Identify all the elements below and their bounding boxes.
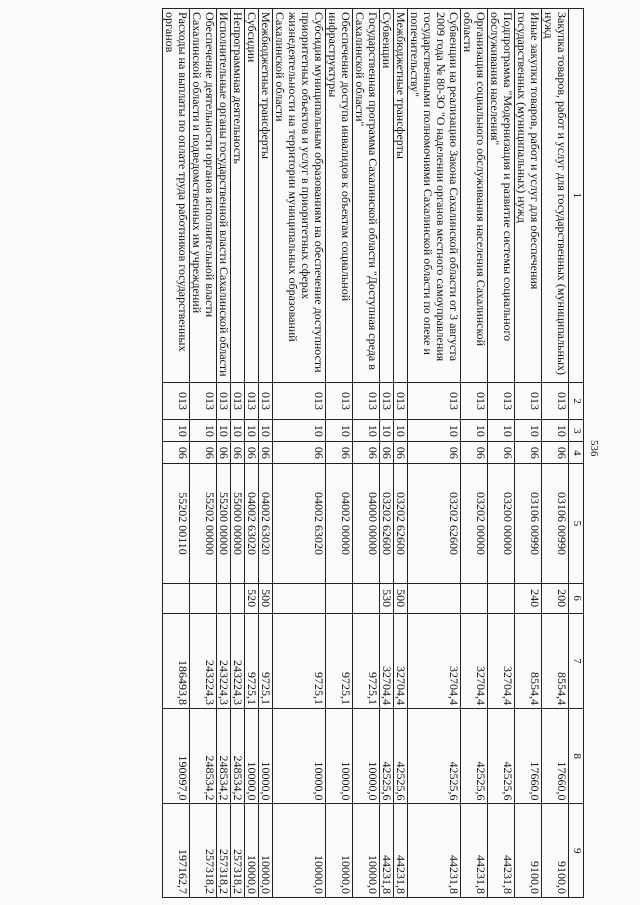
amount-year1-cell: 9725,1 <box>245 613 259 708</box>
row-name-cell: Субсидии <box>245 9 259 383</box>
subsection-cell: 06 <box>488 442 515 464</box>
amount-year2-cell: 17660,0 <box>542 709 569 804</box>
ministry-code-cell: 013 <box>163 382 190 420</box>
section-cell: 10 <box>163 420 190 442</box>
table-row <box>408 9 461 898</box>
section-cell: 10 <box>326 420 353 442</box>
expense-type-cell <box>190 583 217 613</box>
section-cell: 10 <box>394 420 408 442</box>
section-cell: 10 <box>190 420 217 442</box>
expense-type-cell <box>217 583 231 613</box>
row-name-cell: Подпрограмма "Модернизация и развитие системы социального обслуживания населения" <box>488 9 515 383</box>
expense-type-cell <box>231 583 245 613</box>
expense-type-cell <box>326 583 353 613</box>
amount-year2-cell: 248534,2 <box>190 709 217 804</box>
section-cell: 10 <box>461 420 488 442</box>
row-name-cell: Субвенции <box>380 9 394 383</box>
amount-year2-cell: 248534,2 <box>231 709 245 804</box>
table-row <box>231 9 245 898</box>
target-article-cell: 03200 00000 <box>488 464 515 583</box>
amount-year2-cell: 42525,6 <box>408 709 461 804</box>
row-name-cell: Закупка товаров, работ и услуг для государственных (муниципальных) нужд <box>542 9 569 383</box>
amount-year1-cell: 243224,3 <box>190 613 217 708</box>
expense-type-cell <box>408 583 461 613</box>
amount-year2-cell: 42525,6 <box>380 709 394 804</box>
table-row <box>380 9 394 898</box>
subsection-cell: 06 <box>326 442 353 464</box>
subsection-cell: 06 <box>394 442 408 464</box>
section-cell: 10 <box>488 420 515 442</box>
amount-year3-cell: 10000,0 <box>326 804 353 898</box>
amount-year3-cell: 10000,0 <box>259 804 273 898</box>
row-name-cell: Организация социального обслуживания населения Сахалинской области <box>461 9 488 383</box>
page-number: 536 <box>588 440 600 457</box>
expense-type-cell: 530 <box>380 583 394 613</box>
amount-year1-cell: 32704,4 <box>461 613 488 708</box>
ministry-code-cell: 013 <box>461 382 488 420</box>
ministry-code-cell: 013 <box>190 382 217 420</box>
budget-table <box>162 8 584 898</box>
ministry-code-cell: 013 <box>326 382 353 420</box>
ministry-code-cell: 013 <box>394 382 408 420</box>
section-cell: 10 <box>542 420 569 442</box>
header-row <box>569 9 584 898</box>
section-cell: 10 <box>217 420 231 442</box>
section-cell: 10 <box>515 420 542 442</box>
target-article-cell: 04002 00000 <box>326 464 353 583</box>
row-name-cell: Межбюджетные трансферты <box>394 9 408 383</box>
subsection-cell: 06 <box>217 442 231 464</box>
row-name-cell: Исполнительные органы государственной власти Сахалинской области <box>217 9 231 383</box>
table-row <box>488 9 515 898</box>
amount-year2-cell: 10000,0 <box>353 709 380 804</box>
row-name-cell: Субвенции на реализацию Закона Сахалинской области от 3 августа 2009 года № 80-ЗО "О наделении органов местного самоуправления государственными полномочиями Сахалинской области по опеке и попечительству" <box>408 9 461 383</box>
amount-year3-cell: 44231,8 <box>394 804 408 898</box>
amount-year3-cell: 197162,7 <box>163 804 190 898</box>
column-header: 4 <box>569 442 584 464</box>
amount-year3-cell: 9100,0 <box>542 804 569 898</box>
target-article-cell: 04002 63020 <box>245 464 259 583</box>
amount-year2-cell: 10000,0 <box>245 709 259 804</box>
ministry-code-cell: 013 <box>217 382 231 420</box>
section-cell: 10 <box>231 420 245 442</box>
table-row <box>353 9 380 898</box>
expense-type-cell <box>353 583 380 613</box>
amount-year1-cell: 243224,3 <box>217 613 231 708</box>
expense-type-cell <box>163 583 190 613</box>
section-cell: 10 <box>245 420 259 442</box>
target-article-cell: 03202 00000 <box>461 464 488 583</box>
amount-year2-cell: 10000,0 <box>326 709 353 804</box>
target-article-cell: 03202 62600 <box>380 464 394 583</box>
table-row <box>217 9 231 898</box>
amount-year3-cell: 44231,8 <box>488 804 515 898</box>
column-header: 2 <box>569 382 584 420</box>
column-header: 7 <box>569 613 584 708</box>
table-row <box>245 9 259 898</box>
subsection-cell: 06 <box>273 442 326 464</box>
expense-type-cell: 520 <box>245 583 259 613</box>
ministry-code-cell: 013 <box>380 382 394 420</box>
amount-year3-cell: 10000,0 <box>273 804 326 898</box>
column-header: 9 <box>569 804 584 898</box>
target-article-cell: 03106 00990 <box>542 464 569 583</box>
subsection-cell: 06 <box>163 442 190 464</box>
ministry-code-cell: 013 <box>515 382 542 420</box>
column-header: 1 <box>569 9 584 383</box>
amount-year1-cell: 9725,1 <box>326 613 353 708</box>
amount-year3-cell: 44231,8 <box>380 804 394 898</box>
row-name-cell: Государственная программа Сахалинской области "Доступная среда в Сахалинской области" <box>353 9 380 383</box>
ministry-code-cell: 013 <box>542 382 569 420</box>
amount-year1-cell: 186493,8 <box>163 613 190 708</box>
expense-type-cell: 500 <box>259 583 273 613</box>
subsection-cell: 06 <box>461 442 488 464</box>
ministry-code-cell: 013 <box>488 382 515 420</box>
row-name-cell: Субсидия муниципальным образованиям на обеспечение доступности приоритетных объектов и услуг в приоритетных сферах жизнедеятельности на территории муниципальных образований Сахалинской области <box>273 9 326 383</box>
target-article-cell: 04002 63020 <box>273 464 326 583</box>
target-article-cell: 03202 62600 <box>408 464 461 583</box>
table-row <box>163 9 190 898</box>
ministry-code-cell: 013 <box>231 382 245 420</box>
amount-year1-cell: 9725,1 <box>273 613 326 708</box>
amount-year3-cell: 44231,8 <box>461 804 488 898</box>
amount-year2-cell: 10000,0 <box>273 709 326 804</box>
amount-year1-cell: 243224,3 <box>231 613 245 708</box>
subsection-cell: 06 <box>380 442 394 464</box>
amount-year2-cell: 17660,0 <box>515 709 542 804</box>
amount-year1-cell: 32704,4 <box>408 613 461 708</box>
subsection-cell: 06 <box>190 442 217 464</box>
table-body <box>163 9 569 898</box>
row-name-cell: Межбюджетные трансферты <box>259 9 273 383</box>
expense-type-cell <box>461 583 488 613</box>
row-name-cell: Обеспечение доступа инвалидов к объектам социальной инфраструктуры <box>326 9 353 383</box>
ministry-code-cell: 013 <box>259 382 273 420</box>
amount-year3-cell: 44231,8 <box>408 804 461 898</box>
amount-year2-cell: 248534,2 <box>217 709 231 804</box>
section-cell: 10 <box>353 420 380 442</box>
amount-year1-cell: 32704,4 <box>488 613 515 708</box>
amount-year1-cell: 32704,4 <box>394 613 408 708</box>
row-name-cell: Обеспечение деятельности органов исполнительной власти Сахалинской области и подведомственных им учреждений <box>190 9 217 383</box>
row-name-cell: Расходы на выплаты по оплате труда работников государственных органов <box>163 9 190 383</box>
table-row <box>259 9 273 898</box>
section-cell: 10 <box>380 420 394 442</box>
amount-year1-cell: 8554,4 <box>542 613 569 708</box>
amount-year1-cell: 9725,1 <box>353 613 380 708</box>
expense-type-cell: 240 <box>515 583 542 613</box>
target-article-cell: 55000 00000 <box>231 464 245 583</box>
subsection-cell: 06 <box>408 442 461 464</box>
target-article-cell: 04000 00000 <box>353 464 380 583</box>
amount-year2-cell: 190097,0 <box>163 709 190 804</box>
subsection-cell: 06 <box>231 442 245 464</box>
section-cell: 10 <box>273 420 326 442</box>
amount-year2-cell: 42525,6 <box>461 709 488 804</box>
amount-year2-cell: 42525,6 <box>488 709 515 804</box>
expense-type-cell <box>488 583 515 613</box>
amount-year3-cell: 257318,2 <box>217 804 231 898</box>
amount-year3-cell: 10000,0 <box>353 804 380 898</box>
amount-year3-cell: 257318,2 <box>231 804 245 898</box>
amount-year2-cell: 10000,0 <box>259 709 273 804</box>
amount-year1-cell: 32704,4 <box>380 613 394 708</box>
subsection-cell: 06 <box>353 442 380 464</box>
table-row <box>190 9 217 898</box>
amount-year3-cell: 10000,0 <box>245 804 259 898</box>
section-cell: 10 <box>259 420 273 442</box>
subsection-cell: 06 <box>259 442 273 464</box>
amount-year1-cell: 9725,1 <box>259 613 273 708</box>
target-article-cell: 55202 00110 <box>163 464 190 583</box>
target-article-cell: 55202 00000 <box>190 464 217 583</box>
table-row <box>273 9 326 898</box>
column-header: 6 <box>569 583 584 613</box>
expense-type-cell <box>273 583 326 613</box>
expense-type-cell: 200 <box>542 583 569 613</box>
table-row <box>542 9 569 898</box>
ministry-code-cell: 013 <box>245 382 259 420</box>
table-row <box>394 9 408 898</box>
ministry-code-cell: 013 <box>273 382 326 420</box>
amount-year3-cell: 9100,0 <box>515 804 542 898</box>
column-header: 5 <box>569 464 584 583</box>
target-article-cell: 04002 63020 <box>259 464 273 583</box>
column-header: 8 <box>569 709 584 804</box>
target-article-cell: 03202 62600 <box>394 464 408 583</box>
target-article-cell: 03106 00990 <box>515 464 542 583</box>
expense-type-cell: 500 <box>394 583 408 613</box>
row-name-cell: Непрограммная деятельность <box>231 9 245 383</box>
table-row <box>461 9 488 898</box>
ministry-code-cell: 013 <box>408 382 461 420</box>
subsection-cell: 06 <box>245 442 259 464</box>
target-article-cell: 55200 00000 <box>217 464 231 583</box>
amount-year3-cell: 257318,2 <box>190 804 217 898</box>
amount-year2-cell: 42525,6 <box>394 709 408 804</box>
subsection-cell: 06 <box>515 442 542 464</box>
column-header: 3 <box>569 420 584 442</box>
row-name-cell: Иные закупки товаров, работ и услуг для обеспечения государственных (муниципальных) нужд <box>515 9 542 383</box>
table-row <box>515 9 542 898</box>
table-row <box>326 9 353 898</box>
section-cell: 10 <box>408 420 461 442</box>
amount-year1-cell: 8554,4 <box>515 613 542 708</box>
subsection-cell: 06 <box>542 442 569 464</box>
ministry-code-cell: 013 <box>353 382 380 420</box>
